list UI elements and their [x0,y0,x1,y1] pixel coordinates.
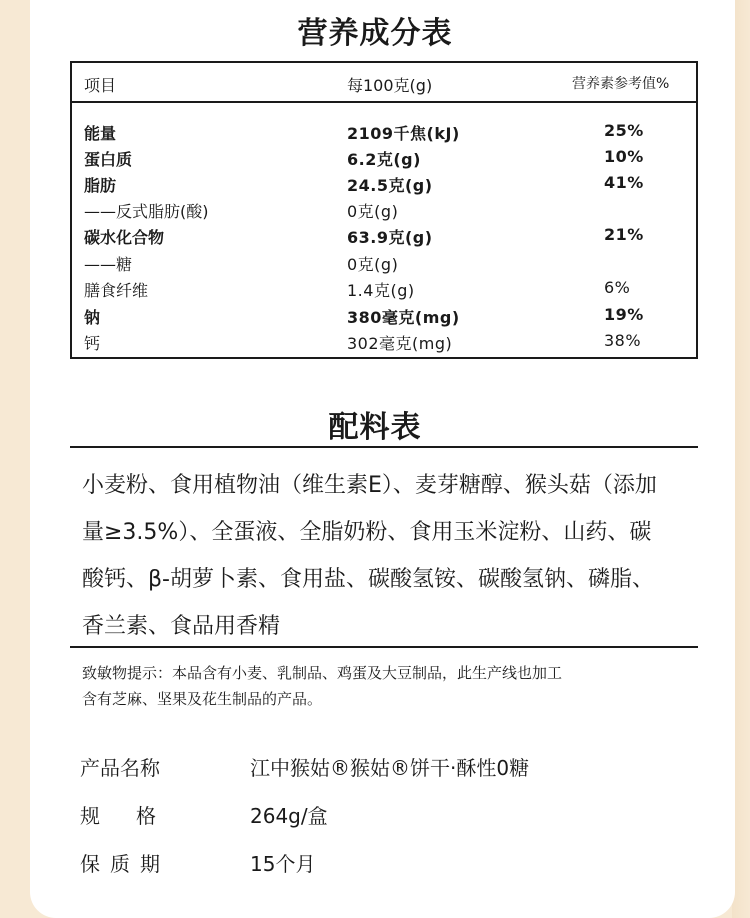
table-row [72,171,696,197]
ingredients-title: 配料表 [328,410,422,445]
ingredients-line: 量≥3.5%）、全蛋液、全脂奶粉、食用玉米淀粉、山药、碳 [82,520,652,545]
table-row [72,276,696,302]
spec-value: 264g/盒 [250,804,328,828]
allergen-notice [82,660,694,712]
row-value: 0克(g) [347,202,399,221]
ingredients-line: 小麦粉、食用植物油（维生素E）、麦芽糖醇、猴头菇（添加 [82,473,657,498]
row-name: ——糖 [84,255,133,274]
row-name: 能量 [84,124,117,143]
row-value: 302毫克(mg) [347,334,453,353]
row-value: 24.5克(g) [347,176,433,195]
product-name-value: 江中猴姑®猴姑®饼干·酥性0糖 [250,756,530,780]
row-name: 钙 [84,334,101,353]
header-item: 项目 [84,76,117,95]
row-nrv: 6% [604,278,631,297]
allergen-line: 含有芝麻、坚果及花生制品的产品。 [82,690,323,708]
ingredients-list [82,462,694,650]
row-name: 膳食纤维 [84,281,149,300]
row-nrv: 19% [604,305,644,324]
row-value: 1.4克(g) [347,281,415,300]
row-nrv: 38% [604,331,642,350]
table-row [72,119,696,145]
ingredients-line: 酸钙、β-胡萝卜素、食用盐、碳酸氢铵、碳酸氢钠、磷脂、 [82,567,654,592]
row-nrv: 10% [604,147,644,166]
shelf-life-value: 15个月 [250,852,316,876]
spec-label: 规格 [80,804,192,828]
table-row [72,303,696,329]
table-row [72,197,696,223]
row-value: 380毫克(mg) [347,308,460,327]
ingredients-line: 香兰素、食品用香精 [82,614,281,639]
table-row [72,329,696,355]
divider [70,646,698,648]
allergen-line: 致敏物提示：本品含有小麦、乳制品、鸡蛋及大豆制品，此生产线也加工 [82,664,563,682]
row-value: 0克(g) [347,255,399,274]
table-row [72,145,696,171]
row-value: 6.2克(g) [347,150,421,169]
row-nrv: 21% [604,225,644,244]
table-row [72,250,696,276]
row-name: 蛋白质 [84,150,133,169]
row-value: 2109千焦(kJ) [347,124,460,143]
divider [70,446,698,448]
header-per100: 每100克(g) [347,76,433,95]
table-row [72,223,696,249]
row-name: 脂肪 [84,176,117,195]
header-nrv: 营养素参考值% [572,76,670,92]
row-name: 钠 [84,308,101,327]
row-name: ——反式脂肪(酸) [84,202,209,221]
row-name: 碳水化合物 [84,228,165,247]
row-nrv: 25% [604,121,644,140]
product-name-label: 产品名称 [80,756,160,780]
shelf-life-label: 保质期 [80,852,170,876]
nutrition-table-header [72,63,696,103]
row-value: 63.9克(g) [347,228,433,247]
nutrition-title: 营养成分表 [297,16,453,51]
row-nrv: 41% [604,173,644,192]
nutrition-table [70,61,698,359]
